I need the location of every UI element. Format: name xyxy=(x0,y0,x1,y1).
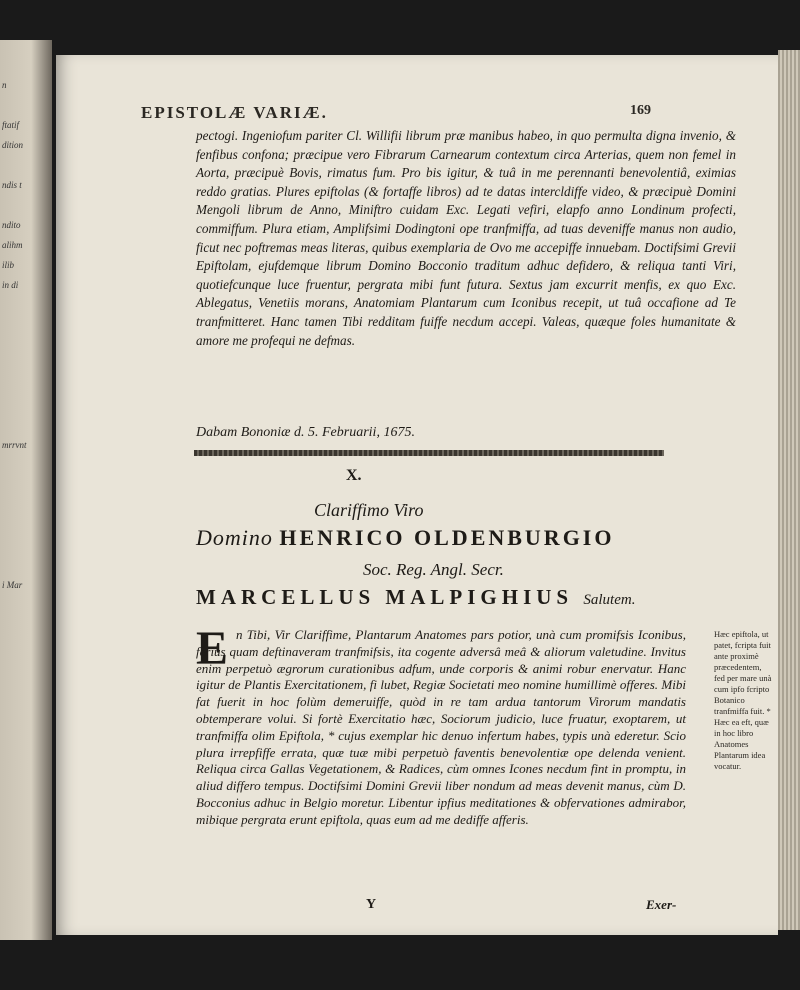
author-name: MARCELLUS MALPIGHIUS xyxy=(196,585,574,609)
facing-page-fragment: mrrvnt xyxy=(2,440,27,450)
salutation-author xyxy=(196,585,635,610)
letter-1-date: Dabam Bononiæ d. 5. Februarii, 1675. xyxy=(196,425,415,440)
page-stack-edge xyxy=(778,50,800,930)
drop-capital: E xyxy=(196,622,229,675)
facing-page-edge xyxy=(0,40,52,940)
facing-page-fragment: i Mar xyxy=(2,580,23,590)
letter-number: X. xyxy=(346,467,362,484)
facing-page-fragment: ndito xyxy=(2,220,21,230)
page-number: 169 xyxy=(630,103,651,118)
facing-page-fragment: ilib xyxy=(2,260,15,270)
salutation-line-1: Clariffimo Viro xyxy=(314,500,424,520)
facing-page-fragment: ndis t xyxy=(2,180,22,190)
salutem-word: Salutem. xyxy=(583,592,636,608)
facing-page-fragment: n xyxy=(2,80,7,90)
facing-page-fragment: ftatif xyxy=(2,120,20,130)
catchword: Exer- xyxy=(646,897,677,912)
book-page xyxy=(56,55,778,935)
signature-mark: Y xyxy=(366,897,377,912)
letter-1-text: pectogi. Ingeniofum pariter Cl. Willifii librum præ manibus habeo, in quo permulta digna invenio, & fenfibus confona; præcipue vero Fibrarum Carnearum contextum circa Arterias, quem non femel in Aorta, præcipuè Bovis, rimatus fum. Pro bis igitur, & tuâ in me perennanti benevolentiâ, eximias reddo gratias. Plures epiftolas (& fortaffe libros) ad te datas intercldiffe video, & præcipuè Domini Mengoli librum de Anno, Miniftro cuidam Exc. Legati vefiri, elapfo anno Londinum profecti, commiffum. Plura etiam, Amplifsimi Dodingtoni ope tranfmiffa, ad tuas deveniffe manus non audio, ficut nec poftremas meas literas, quibus exemplaria de Ovo me accepiffe innuebam. Doctifsimi Grevii Epiftolam, ejufdemque librum Domino Bocconio traditum adhuc defidero, & reliqua tanti Viri, quotiefcunque luce fruentur, pergrata mibi funt futura. Sextus jam excurrit menfis, ex quo Exc. Ablegatus, Venetiis morans, Anatomiam Plantarum cum Iconibus recepit, ut tuâ occafione ad Te tranfmitteret. Hanc tamen Tibi redditam fuiffe necdum accepi. Valeas, quæque foles humanitate & amore me profequi ne defmas. xyxy=(196,128,736,348)
facing-page-fragment: dition xyxy=(2,140,24,150)
facing-page-fragment: in di xyxy=(2,280,19,290)
addressee-name: HENRICO OLDENBURGIO xyxy=(279,525,615,550)
running-title: EPISTOLÆ VARIÆ. xyxy=(141,103,328,122)
letter-body-2 xyxy=(196,622,686,829)
ornamental-rule xyxy=(194,450,664,456)
salutation-domino: Domino xyxy=(196,525,273,550)
letter-body-1 xyxy=(196,127,736,350)
running-header xyxy=(141,103,651,123)
salutation-addressee xyxy=(196,525,614,551)
facing-page-fragment: alihm xyxy=(2,240,23,250)
letter-2-text: n Tibi, Vir Clariffime, Plantarum Anatomes pars potior, unà cum promifsis Iconibus, ferius quam deftinaveram tranfmifsis, ita cogente adversâ meâ & aliorum valetudine. Invitus enim perpetuò ægrorum curationibus adfum, unde corporis & animi robur enervatur. Hanc igitur de Plantis Exercitationem, fi lubet, Regiæ Societati meo nomine humillimè offeres. Mibi fat fuerit in hoc folùm demeruiffe, quòd in re tam ardua tantorum Virorum mandatis obtemperare volui. Si fortè Exercitatio hæc, Sociorum judicio, luce fruatur, exoptarem, ut tranfmiffa olim Epiftola, * cujus exemplar hic denuo infertum habes, typis unà ederetur. Scio plura irrepfiffe errata, quæ tuæ mibi perpetuò faventis benevolentiæ ope delenda venient. Reliqua circa Gallas Vegetationem, & Radices, cùm omnes Icones necdum fint in promptu, in aliud differo tempus. Doctifsimi Domini Grevii liber nondum ad meas devenit manus, cùm D. Bocconius adhuc in Belgio moretur. Libentur ipfius meditationes & obfervationes admirabor, mibique pergrata erunt epiftola, quas eum ad me dediffe afferis. xyxy=(196,627,686,827)
addressee-society: Soc. Reg. Angl. Secr. xyxy=(363,560,504,579)
margin-note: Hæc epiftola, ut patet, fcripta fuit ante proximè præcedentem, fed per mare unà cum ipfo fcripto Botanico tranfmiffa fuit. * Hæc ea eft, quæ in hoc libro Anatomes Plantarum idea vocatur. xyxy=(714,629,772,771)
